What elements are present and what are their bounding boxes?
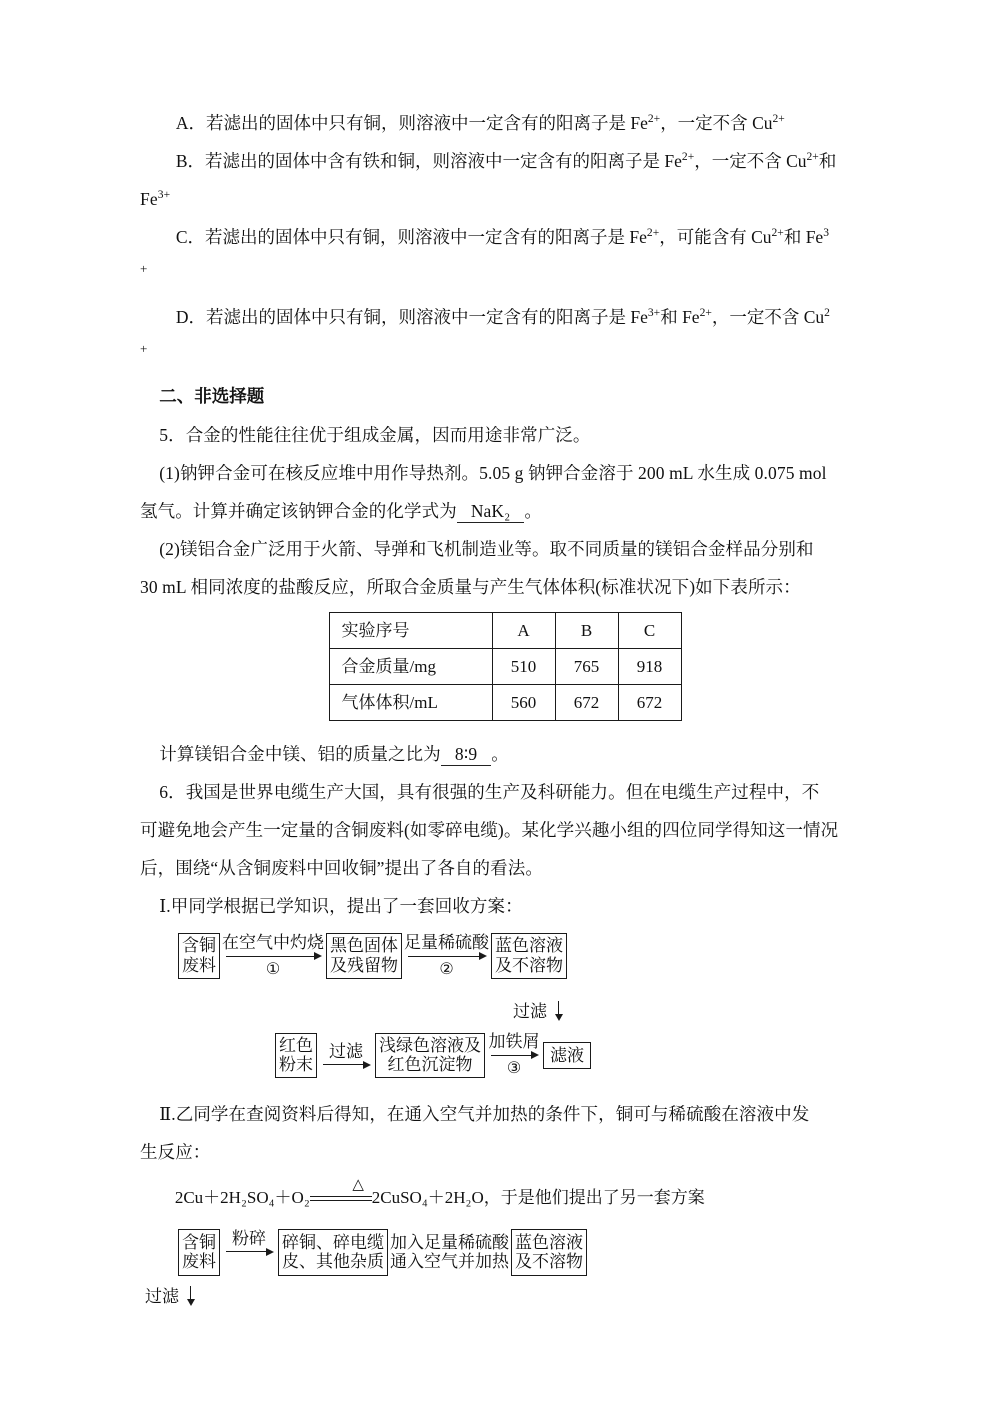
table-cell: A bbox=[492, 613, 555, 649]
choice-option-d-cont: + bbox=[140, 341, 148, 356]
arrow-down-icon bbox=[185, 1286, 197, 1306]
choice-option-b-cont: $Fe^{3+}$ bbox=[140, 189, 171, 209]
question-5-part2-answer-line bbox=[140, 735, 870, 773]
experiment-data-table bbox=[329, 612, 682, 721]
q5-part1-text: 氢气。计算并确定该钠钾合金的化学式为 bbox=[140, 501, 457, 521]
flowchart-1 bbox=[178, 933, 870, 979]
flow3-arrow-1 bbox=[220, 1229, 278, 1276]
question-6-stem-line1: 6．我国是世界电缆生产大国，具有很强的生产及科研能力。但在电缆生产过程中，不 bbox=[159, 782, 820, 802]
arrow-right-icon bbox=[222, 953, 324, 961]
flow2-arrow-2 bbox=[485, 1032, 543, 1078]
filter-step-2-label: 过滤 bbox=[145, 1287, 179, 1306]
table-cell: B bbox=[555, 613, 618, 649]
flow1-box-3 bbox=[491, 933, 567, 979]
flow3-box-1-line2: 废料 bbox=[182, 1252, 216, 1272]
flowchart-3 bbox=[178, 1229, 870, 1276]
flow1-box-2-line1: 黑色固体 bbox=[330, 936, 398, 956]
flow2-box-2-line2: 红色沉淀物 bbox=[387, 1055, 473, 1075]
q5-part2-text: 计算镁铝合金中镁、铝的质量之比为 bbox=[159, 744, 441, 764]
flow1-box-2 bbox=[326, 933, 402, 979]
table-cell: 918 bbox=[618, 649, 681, 685]
table-row bbox=[329, 613, 681, 649]
flow2-box-1-line2: 粉末 bbox=[279, 1055, 313, 1075]
filter-step-1 bbox=[513, 997, 870, 1022]
flow3-box-1-line1: 含铜 bbox=[182, 1232, 216, 1252]
filter-step-2 bbox=[145, 1282, 197, 1307]
question-6-part2-heading-line2: 生反应： bbox=[140, 1141, 211, 1162]
question-6-part2-heading-line1: Ⅱ.乙同学在查阅资料后得知，在通入空气并加热的条件下，铜可与稀硫酸在溶液中发 bbox=[159, 1103, 810, 1124]
question-6-stem-line3: 后，围绕“从含铜废料中回收铜”提出了各自的看法。 bbox=[140, 858, 543, 878]
flow3-box-2 bbox=[278, 1229, 388, 1276]
q5-part2-period: 。 bbox=[491, 744, 509, 764]
flow2-box-3-line1: 滤液 bbox=[550, 1045, 584, 1065]
section-heading: 二、非选择题 bbox=[159, 387, 265, 407]
question-5-part2-line2: 30 mL 相同浓度的盐酸反应，所取合金质量与产生气体体积(标准状况下)如下表所示： bbox=[140, 577, 801, 597]
flow3-box-2-line1: 碎铜、碎电缆 bbox=[282, 1232, 384, 1252]
reaction-arrow-icon bbox=[310, 1177, 372, 1207]
flow1-box-1-line2: 废料 bbox=[182, 956, 216, 976]
choice-option-b: B．若滤出的固体中含有铁和铜，则溶液中一定含有的阳离子是 $Fe^{2+}$，一定不含 $Cu^{2+}$和 bbox=[175, 151, 837, 171]
filter-step-1-label: 过滤 bbox=[513, 1002, 547, 1022]
question-6-part1-heading: Ⅰ.甲同学根据已学知识，提出了一套回收方案： bbox=[159, 896, 523, 916]
q5-answer-blank-ratio: 8∶9 bbox=[441, 744, 491, 766]
flow3-arrow-2-label-line1: 加入足量稀硫酸 bbox=[390, 1232, 509, 1252]
table-row bbox=[329, 685, 681, 721]
flow2-box-1 bbox=[275, 1033, 317, 1078]
flow2-box-3 bbox=[543, 1042, 591, 1070]
flow3-box-2-line2: 皮、其他杂质 bbox=[282, 1252, 384, 1272]
flow3-box-3-line2: 及不溶物 bbox=[515, 1252, 583, 1272]
experiment-data-table-wrapper bbox=[140, 612, 870, 721]
choice-option-d: D．若滤出的固体中只有铜，则溶液中一定含有的阳离子是 $Fe^{3+}$和 $Fe^{2+}$，一定不含 Cu$^2$ bbox=[175, 307, 830, 327]
flow1-arrow-2-mark: ② bbox=[439, 960, 454, 978]
table-row-header: 实验序号 bbox=[329, 613, 492, 649]
flow3-arrow-2-label-line2: 通入空气并加热 bbox=[390, 1252, 509, 1272]
table-cell: 765 bbox=[555, 649, 618, 685]
flow1-arrow-1-mark: ① bbox=[265, 960, 281, 978]
flow2-arrow-2-mark: ③ bbox=[506, 1059, 522, 1077]
chemical-equation bbox=[140, 1179, 870, 1217]
q5-answer-blank-formula: NaK₂ bbox=[457, 501, 525, 523]
arrow-right-icon bbox=[222, 1248, 276, 1256]
flow1-arrow-1 bbox=[220, 933, 326, 979]
table-cell: 510 bbox=[492, 649, 555, 685]
choice-option-a: A．若滤出的固体中只有铜，则溶液中一定含有的阳离子是 $Fe^{2+}$，一定不含 $Cu^{2+}$ bbox=[175, 113, 785, 133]
flow1-box-3-line1: 蓝色溶液 bbox=[495, 936, 563, 956]
choice-option-c: C．若滤出的固体中只有铜，则溶液中一定含有的阳离子是 $Fe^{2+}$，可能含有 $Cu^{2+}$和 Fe$^3$ bbox=[175, 227, 829, 247]
page-content bbox=[140, 104, 870, 1276]
flow1-box-1 bbox=[178, 933, 220, 979]
equation-left: 2Cu＋2H₂SO₄＋O₂ bbox=[174, 1187, 310, 1207]
flow1-arrow-2-label: 足量稀硫酸 bbox=[404, 933, 489, 952]
flow1-arrow-2 bbox=[402, 933, 491, 979]
flow2-box-2-line1: 浅绿色溶液及 bbox=[379, 1035, 481, 1055]
flow1-box-3-line2: 及不溶物 bbox=[495, 956, 563, 976]
flow3-box-3 bbox=[511, 1229, 587, 1276]
arrow-down-icon bbox=[553, 1001, 565, 1021]
arrow-right-icon bbox=[487, 1052, 541, 1060]
flowchart-2 bbox=[275, 1032, 870, 1078]
flow2-arrow-1 bbox=[317, 1042, 375, 1070]
flow1-box-2-line2: 及残留物 bbox=[330, 956, 398, 976]
flow3-arrow-2 bbox=[388, 1229, 511, 1276]
flow3-arrow-1-label: 粉碎 bbox=[232, 1228, 266, 1248]
table-cell: 560 bbox=[492, 685, 555, 721]
flow1-box-1-line1: 含铜 bbox=[182, 936, 216, 956]
flow2-arrow-2-label: 加铁屑 bbox=[488, 1032, 540, 1052]
table-cell: C bbox=[618, 613, 681, 649]
question-5-stem: 5．合金的性能往往优于组成金属，因而用途非常广泛。 bbox=[159, 425, 591, 445]
q5-part1-period: 。 bbox=[524, 501, 542, 521]
arrow-right-icon bbox=[404, 953, 489, 961]
flow1-arrow-1-label: 在空气中灼烧 bbox=[222, 933, 324, 952]
table-row-header: 合金质量/mg bbox=[329, 649, 492, 685]
question-5-part1-line1: (1)钠钾合金可在核反应堆中用作导热剂。5.05 g 钠钾合金溶于 200 mL 水生成 0.075 mol bbox=[159, 463, 827, 483]
table-row bbox=[329, 649, 681, 685]
flow2-box-1-line1: 红色 bbox=[279, 1035, 313, 1055]
equation-tail: ，于是他们提出了另一套方案 bbox=[483, 1187, 705, 1207]
flow2-arrow-1-label: 过滤 bbox=[329, 1041, 363, 1061]
flow3-box-3-line1: 蓝色溶液 bbox=[515, 1232, 583, 1252]
flow3-box-1 bbox=[178, 1229, 220, 1276]
table-cell: 672 bbox=[555, 685, 618, 721]
choice-option-c-cont: + bbox=[140, 261, 148, 276]
table-cell: 672 bbox=[618, 685, 681, 721]
question-5-part2-line1: (2)镁铝合金广泛用于火箭、导弹和飞机制造业等。取不同质量的镁铝合金样品分别和 bbox=[159, 539, 814, 559]
question-5-part1-line2 bbox=[140, 492, 870, 530]
arrow-right-icon bbox=[319, 1061, 373, 1069]
question-6-stem-line2: 可避免地会产生一定量的含铜废料(如零碎电缆)。某化学兴趣小组的四位同学得知这一情况 bbox=[140, 820, 839, 840]
equation-right: 2CuSO₄＋2H₂O bbox=[371, 1187, 484, 1207]
equation-condition: △ bbox=[352, 1177, 364, 1194]
table-row-header: 气体体积/mL bbox=[329, 685, 492, 721]
flow2-box-2 bbox=[375, 1033, 485, 1078]
